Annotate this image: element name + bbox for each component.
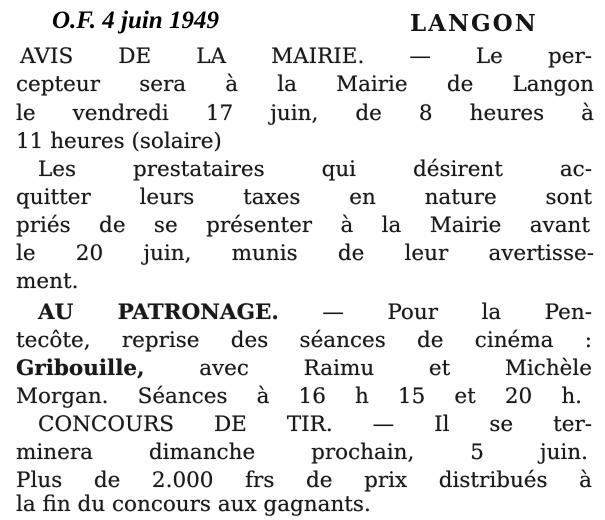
article-line-4: 11 heures (solaire)	[16, 129, 222, 154]
article-line-9: ment.	[16, 269, 79, 294]
article-line-14: CONCOURS DE TIR. — Il se ter-	[38, 412, 592, 437]
article-line-2: cepteur sera à la Mairie de Langon	[16, 72, 594, 97]
source-date-caption: O.F. 4 juin 1949	[52, 7, 219, 34]
article-line-7: priés de se présenter à la Mairie avant	[16, 213, 590, 238]
article-line-5: Les prestataires qui désirent ac-	[38, 157, 592, 182]
article-line-3: le vendredi 17 juin, de 8 heures à	[16, 101, 594, 126]
article-line-17: la fin du concours aux gagnants.	[16, 492, 371, 517]
article-line-16: Plus de 2.000 frs de prix distribués à	[16, 468, 592, 493]
article-line-13: Morgan. Séances à 16 h 15 et 20 h.	[16, 384, 582, 409]
article-line-11: tecôte, reprise des séances de cinéma :	[16, 328, 592, 353]
article-line-6: quitter leurs taxes en nature sont	[16, 185, 592, 210]
article-line-1: AVIS DE LA MAIRIE. — Le per-	[20, 44, 592, 69]
town-heading: LANGON	[410, 10, 538, 37]
article-line-15: minera dimanche prochain, 5 juin.	[16, 440, 588, 465]
article-line-10: AU PATRONAGE. — Pour la Pen-	[38, 300, 592, 325]
article-line-12: Gribouille, avec Raimu et Michèle	[16, 356, 592, 381]
article-line-8: le 20 juin, munis de leur avertisse-	[16, 241, 594, 266]
